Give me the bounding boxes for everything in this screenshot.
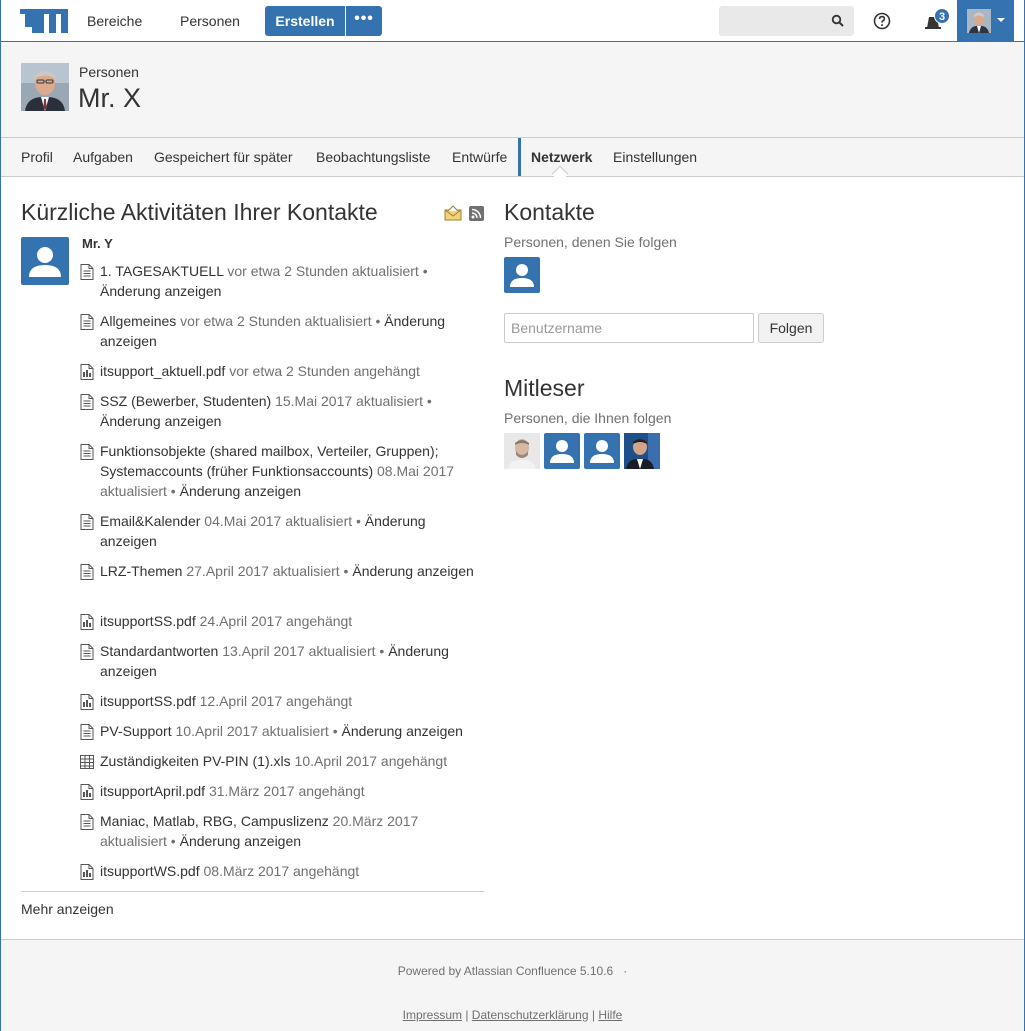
follower-avatar[interactable] — [584, 433, 620, 469]
page-icon — [80, 264, 94, 280]
chevron-down-icon — [997, 18, 1005, 22]
view-change-link[interactable]: Änderung anzeigen — [100, 313, 446, 349]
activity-meta: vor etwa 2 Stunden aktualisiert — [227, 263, 419, 279]
impressum-link[interactable]: Impressum — [402, 1008, 462, 1022]
email-icon[interactable] — [444, 205, 462, 221]
activity-title-link[interactable]: itsupportApril.pdf — [100, 783, 206, 799]
activity-text — [100, 811, 475, 851]
activity-meta: 10.April 2017 aktualisiert — [175, 723, 329, 739]
activity-meta: 24.April 2017 angehängt — [199, 613, 353, 629]
view-change-link[interactable]: Änderung anzeigen — [100, 643, 449, 679]
separator-dot: • — [166, 833, 180, 849]
tum-logo[interactable] — [20, 9, 68, 33]
tab-netzwerk[interactable]: Netzwerk — [531, 149, 593, 165]
separator-dot: • — [328, 723, 342, 739]
activity-text — [100, 781, 475, 801]
activity-meta: vor etwa 2 Stunden aktualisiert — [180, 313, 372, 329]
separator-dot: • — [375, 643, 389, 659]
activity-meta: 12.April 2017 angehängt — [199, 693, 353, 709]
default-user-avatar[interactable] — [21, 237, 69, 285]
activity-title-link[interactable]: Allgemeines — [100, 313, 177, 329]
activity-title-link[interactable]: itsupportSS.pdf — [100, 613, 196, 629]
activity-text — [100, 751, 475, 771]
page-icon — [80, 514, 94, 530]
follower-avatar[interactable] — [544, 433, 580, 469]
activity-title-link[interactable]: Zuständigkeiten PV-PIN (1).xls — [100, 753, 291, 769]
activity-meta: 08.Mai 2017 aktualisiert — [100, 463, 455, 499]
activity-text — [100, 511, 475, 551]
activity-meta: 15.Mai 2017 aktualisiert — [275, 393, 423, 409]
page-icon — [80, 644, 94, 660]
page-icon — [80, 394, 94, 410]
breadcrumb[interactable]: Personen — [79, 64, 139, 80]
active-tab-marker — [518, 138, 521, 176]
tab-entwuerfe[interactable]: Entwürfe — [452, 149, 508, 165]
feed-title: Kürzliche Aktivitäten Ihrer Kontakte — [21, 199, 378, 225]
view-change-link[interactable]: Änderung anzeigen — [352, 563, 474, 579]
feed-user-name[interactable]: Mr. Y — [82, 236, 113, 251]
activity-title-link[interactable]: Maniac, Matlab, RBG, Campuslizenz — [100, 813, 329, 829]
activity-meta: vor etwa 2 Stunden angehängt — [229, 363, 420, 379]
pdf-icon — [80, 614, 94, 630]
notification-count-badge: 3 — [934, 8, 950, 24]
view-change-link[interactable]: Änderung anzeigen — [100, 413, 222, 429]
activity-text — [100, 261, 475, 301]
view-change-link[interactable]: Änderung anzeigen — [100, 513, 426, 549]
pdf-icon — [80, 364, 94, 380]
help-link[interactable]: Hilfe — [598, 1008, 623, 1022]
activity-text — [100, 391, 475, 431]
view-change-link[interactable]: Änderung anzeigen — [341, 723, 463, 739]
activity-title-link[interactable]: PV-Support — [100, 723, 172, 739]
profile-header — [0, 42, 1025, 138]
activity-text — [100, 561, 475, 581]
activity-title-link[interactable]: itsupport_aktuell.pdf — [100, 363, 226, 379]
activity-meta: 20.März 2017 aktualisiert — [100, 813, 419, 849]
active-tab-pointer — [552, 166, 569, 183]
activity-meta: 04.Mai 2017 aktualisiert — [204, 513, 353, 529]
top-navigation-bar — [0, 0, 1025, 42]
page-icon — [80, 314, 94, 330]
page-icon — [80, 564, 94, 580]
search-icon — [831, 14, 845, 28]
footer-links: Impressum | Datenschutzerklärung | Hilfe — [402, 1008, 623, 1022]
activity-meta: 08.März 2017 angehängt — [203, 863, 360, 879]
separator-dot: • — [422, 393, 432, 409]
activity-title-link[interactable]: SSZ (Bewerber, Studenten) — [100, 393, 272, 409]
profile-avatar — [21, 63, 69, 111]
activity-title-link[interactable]: Email&Kalender — [100, 513, 201, 529]
activity-text — [100, 611, 475, 631]
spreadsheet-icon — [80, 754, 94, 770]
pdf-icon — [80, 784, 94, 800]
activity-meta: 10.April 2017 angehängt — [294, 753, 448, 769]
separator-dot: • — [352, 513, 365, 529]
page-title: Mr. X — [78, 83, 142, 113]
activity-meta: 27.April 2017 aktualisiert — [186, 563, 340, 579]
divider — [21, 891, 484, 892]
activity-text — [100, 641, 475, 681]
pdf-icon — [80, 864, 94, 880]
follower-avatar[interactable] — [504, 433, 540, 469]
search-input[interactable] — [719, 6, 854, 36]
powered-by-text: Powered by Atlassian Confluence 5.10.6 · — [397, 964, 628, 978]
create-more-button[interactable]: ••• — [346, 6, 382, 36]
powered-by-label: Powered by Atlassian Confluence 5.10.6 — [397, 964, 614, 978]
tab-beobachtungsliste[interactable]: Beobachtungsliste — [316, 149, 431, 165]
privacy-link[interactable]: Datenschutzerklärung — [471, 1008, 589, 1022]
follow-button[interactable]: Folgen — [758, 313, 824, 343]
show-more-link[interactable]: Mehr anzeigen — [21, 901, 114, 917]
username-input[interactable] — [504, 313, 754, 343]
view-change-link[interactable]: Änderung anzeigen — [179, 483, 302, 499]
nav-personen-link[interactable]: Personen — [180, 13, 240, 29]
activity-title-link[interactable]: LRZ-Themen — [100, 563, 183, 579]
pdf-icon — [80, 694, 94, 710]
nav-bereiche-link[interactable]: Bereiche — [87, 13, 143, 29]
activity-title-link[interactable]: Funktionsobjekte (shared mailbox, Verteiler, Gruppen); Systemaccounts (früher Funktionsaccounts) — [100, 443, 439, 479]
separator-dot: • — [166, 483, 180, 499]
activity-text — [100, 691, 475, 711]
tab-aufgaben[interactable]: Aufgaben — [73, 149, 133, 165]
followers-subtitle: Personen, die Ihnen folgen — [504, 410, 672, 426]
activity-text — [100, 311, 475, 351]
activity-meta: 31.März 2017 angehängt — [208, 783, 365, 799]
create-button[interactable]: Erstellen — [265, 6, 345, 36]
rss-icon[interactable] — [469, 206, 484, 221]
activity-meta: 13.April 2017 aktualisiert — [222, 643, 376, 659]
separator-dot: • — [339, 563, 353, 579]
help-icon[interactable] — [873, 12, 891, 30]
follower-avatar[interactable] — [624, 433, 660, 469]
page-icon — [80, 814, 94, 830]
view-change-link[interactable]: Änderung anzeigen — [179, 833, 302, 849]
tab-profil[interactable]: Profil — [21, 149, 53, 165]
activity-title-link[interactable]: Standardantworten — [100, 643, 219, 659]
activity-text — [100, 361, 475, 381]
profile-tabs — [0, 138, 1025, 177]
user-avatar — [967, 9, 991, 33]
tab-einstellungen[interactable]: Einstellungen — [613, 149, 698, 165]
contact-avatar[interactable] — [504, 257, 540, 293]
page-icon — [80, 724, 94, 740]
page-icon — [80, 444, 94, 460]
page-footer — [0, 939, 1025, 1031]
separator-dot: • — [371, 313, 385, 329]
activity-title-link[interactable]: 1. TAGESAKTUELL — [100, 263, 224, 279]
user-menu-button[interactable] — [957, 0, 1014, 41]
contacts-title: Kontakte — [504, 199, 595, 225]
followers-title: Mitleser — [504, 375, 585, 401]
activity-text — [100, 721, 475, 741]
separator-dot: • — [418, 263, 428, 279]
tab-gespeichert[interactable]: Gespeichert für später — [154, 149, 293, 165]
contacts-subtitle: Personen, denen Sie folgen — [504, 234, 677, 250]
activity-text — [100, 861, 475, 881]
activity-text — [100, 441, 475, 501]
view-change-link[interactable]: Änderung anzeigen — [100, 283, 222, 299]
activity-title-link[interactable]: itsupportWS.pdf — [100, 863, 200, 879]
activity-title-link[interactable]: itsupportSS.pdf — [100, 693, 196, 709]
